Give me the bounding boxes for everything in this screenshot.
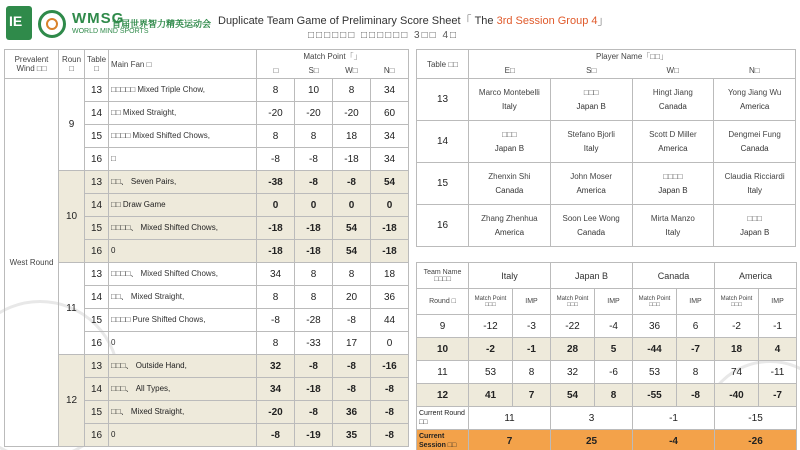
player-name: Stefano Bjorli (567, 129, 615, 139)
match-point-west: 17 (333, 332, 371, 355)
match-point-east: -20 (257, 401, 295, 424)
ie-logo (6, 6, 32, 40)
match-point-west: 8 (333, 263, 371, 286)
logo-group (6, 6, 216, 40)
match-point-east: 8 (257, 79, 295, 102)
main-fan: 0 (109, 240, 257, 263)
imp-value: -7 (759, 384, 797, 407)
player-seat-west: W□ (666, 66, 679, 75)
hand-number: 16 (85, 240, 109, 263)
imp-value: 8 (513, 361, 551, 384)
current-round-total: 3 (551, 407, 633, 430)
match-point-north: 34 (371, 79, 409, 102)
imp-header: IMP (595, 289, 633, 315)
match-point-west: -8 (333, 355, 371, 378)
match-point-north: 54 (371, 171, 409, 194)
match-point-west: -20 (333, 102, 371, 125)
match-point-west: -8 (333, 171, 371, 194)
round-label: Round □ (417, 289, 469, 315)
result-row (417, 338, 797, 361)
hand-number: 13 (85, 263, 109, 286)
match-point-value: 54 (551, 384, 595, 407)
match-point-north: -16 (371, 355, 409, 378)
player-seat-south: S□ (586, 66, 597, 75)
player-nation: America (658, 143, 688, 153)
match-point-north: 34 (371, 125, 409, 148)
match-point-value: -44 (633, 338, 677, 361)
match-point-east: -18 (257, 217, 295, 240)
player-name: Scott D Miller (649, 129, 697, 139)
current-round-total: 11 (469, 407, 551, 430)
seat-west-header: W□ (345, 66, 358, 75)
match-point-value: -55 (633, 384, 677, 407)
player-name: □□□ (747, 213, 762, 223)
seat-east-header: □ (273, 66, 279, 75)
player-row (417, 205, 796, 247)
current-session-label: Current Session □□ (417, 430, 469, 450)
table-header: Table □ (85, 50, 109, 79)
match-point-south: 8 (295, 263, 333, 286)
table-number: 13 (417, 79, 469, 121)
hand-row (5, 355, 409, 378)
match-point-south: -8 (295, 171, 333, 194)
match-point-west: 54 (333, 240, 371, 263)
player-cell (714, 121, 796, 163)
seat-headers (257, 64, 408, 78)
round-header: Roun □ (59, 50, 85, 79)
player-cell (550, 163, 632, 205)
seat-north-header: N□ (383, 66, 395, 75)
player-seat-east: E□ (504, 66, 515, 75)
mp-header: Match Point □□□ (469, 289, 513, 315)
player-cell (469, 121, 551, 163)
player-cell (632, 205, 714, 247)
match-point-west: 0 (333, 194, 371, 217)
player-name: □□□ (583, 87, 599, 97)
player-cell (632, 121, 714, 163)
match-point-north: -18 (371, 240, 409, 263)
match-point-south: -33 (295, 332, 333, 355)
player-name: Yong Jiang Wu (727, 87, 782, 97)
player-name-title: Player Name「□□」 (596, 52, 668, 61)
hand-number: 15 (85, 217, 109, 240)
match-point-east: -20 (257, 102, 295, 125)
page-subtitle: □□□□□□ □□□□□□ 3□□ 4□ (308, 30, 459, 41)
player-nation: Japan B (494, 143, 525, 153)
match-point-value: -2 (469, 338, 513, 361)
player-cell (469, 205, 551, 247)
match-point-east: 8 (257, 332, 295, 355)
current-round-total: -15 (715, 407, 797, 430)
imp-header: IMP (513, 289, 551, 315)
match-point-value: -12 (469, 315, 513, 338)
match-point-north: 0 (371, 332, 409, 355)
imp-header: IMP (677, 289, 715, 315)
match-point-south: 8 (295, 125, 333, 148)
player-nation: Canada (495, 185, 524, 195)
hand-number: 13 (85, 171, 109, 194)
hand-number: 14 (85, 378, 109, 401)
current-round-label: Current Round □□ (417, 407, 469, 430)
match-point-south: -8 (295, 355, 333, 378)
hand-score-table (4, 49, 409, 447)
hand-number: 14 (85, 194, 109, 217)
player-cell (714, 205, 796, 247)
result-round: 12 (417, 384, 469, 407)
match-point-value: 18 (715, 338, 759, 361)
match-point-east: -8 (257, 309, 295, 332)
team-america: America (715, 263, 797, 289)
match-point-east: -38 (257, 171, 295, 194)
match-point-south: -20 (295, 102, 333, 125)
mp-header: Match Point □□□ (551, 289, 595, 315)
player-row (417, 121, 796, 163)
table-number: 16 (417, 205, 469, 247)
match-point-north: 36 (371, 286, 409, 309)
match-point-south: -18 (295, 378, 333, 401)
player-cell (469, 163, 551, 205)
player-row (417, 163, 796, 205)
current-session-total: 25 (551, 430, 633, 450)
match-point-north: 18 (371, 263, 409, 286)
player-nation: Japan B (576, 101, 606, 111)
hand-row (5, 171, 409, 194)
player-nation: Japan B (739, 227, 770, 237)
match-point-value: 41 (469, 384, 513, 407)
result-row (417, 315, 797, 338)
match-point-value: -22 (551, 315, 595, 338)
player-name: John Moser (570, 171, 613, 181)
imp-value: 8 (595, 384, 633, 407)
player-seat-headers (469, 64, 795, 78)
header (0, 0, 800, 46)
hand-number: 16 (85, 332, 109, 355)
imp-value: -8 (677, 384, 715, 407)
ie-logo-text: IE (9, 13, 23, 29)
main-fan: □□□□ Mixed Shifted Chows, (109, 125, 257, 148)
main-fan: □□□□、 Mixed Shifted Chows, (109, 217, 257, 240)
wmsg-logo-subtext: WORLD MIND SPORTS (72, 28, 149, 35)
match-point-east: 8 (257, 125, 295, 148)
match-point-north: 0 (371, 194, 409, 217)
match-point-east: 32 (257, 355, 295, 378)
player-cell (550, 121, 632, 163)
main-fan: □□□、 Outside Hand, (109, 355, 257, 378)
imp-value: -4 (595, 315, 633, 338)
player-name-header (469, 50, 796, 79)
hand-number: 14 (85, 286, 109, 309)
match-point-south: -18 (295, 217, 333, 240)
match-point-value: 53 (469, 361, 513, 384)
round-number: 11 (59, 263, 85, 355)
match-point-west: 20 (333, 286, 371, 309)
main-fan: □□□、 All Types, (109, 378, 257, 401)
match-point-value: 74 (715, 361, 759, 384)
player-name: Claudia Ricciardi (724, 171, 785, 181)
hand-number: 14 (85, 102, 109, 125)
hand-number: 15 (85, 125, 109, 148)
player-cell (632, 79, 714, 121)
match-point-north: -18 (371, 217, 409, 240)
current-session-total: -26 (715, 430, 797, 450)
match-point-east: 34 (257, 378, 295, 401)
main-fan: □□ Draw Game (109, 194, 257, 217)
player-nation: America (576, 185, 606, 195)
match-point-west: 36 (333, 401, 371, 424)
player-nation: America (494, 227, 525, 237)
result-round: 10 (417, 338, 469, 361)
match-point-west: -8 (333, 309, 371, 332)
hand-number: 13 (85, 79, 109, 102)
main-fan: 0 (109, 332, 257, 355)
imp-value: -3 (513, 315, 551, 338)
player-cell (550, 205, 632, 247)
match-point-north: 34 (371, 148, 409, 171)
title-suffix: 」 (597, 15, 609, 27)
round-number: 12 (59, 355, 85, 447)
match-point-south: -8 (295, 401, 333, 424)
imp-header: IMP (759, 289, 797, 315)
player-name: Hingt Jiang (652, 87, 693, 97)
player-nation: Italy (502, 101, 517, 111)
main-fan: □ (109, 148, 257, 171)
imp-value: -1 (513, 338, 551, 361)
match-point-south: -19 (295, 424, 333, 447)
imp-value: -6 (595, 361, 633, 384)
round-number: 10 (59, 171, 85, 263)
result-round: 9 (417, 315, 469, 338)
match-point-south: -18 (295, 240, 333, 263)
player-seat-north: N□ (748, 66, 760, 75)
player-nation: Italy (665, 227, 681, 237)
wmsg-logo-text: WMSG (72, 10, 125, 27)
imp-value: 8 (677, 361, 715, 384)
match-point-header (257, 50, 409, 79)
match-point-east: -8 (257, 424, 295, 447)
match-point-west: 18 (333, 125, 371, 148)
player-nation: Italy (583, 143, 599, 153)
hand-number: 15 (85, 401, 109, 424)
player-nation: America (739, 101, 770, 111)
rings-logo-inner (46, 18, 58, 30)
player-name: Marco Montebelli (478, 87, 540, 97)
match-point-west: 35 (333, 424, 371, 447)
result-round: 11 (417, 361, 469, 384)
mp-header: Match Point □□□ (715, 289, 759, 315)
imp-value: 6 (677, 315, 715, 338)
main-fan: □□、 Mixed Straight, (109, 286, 257, 309)
page-title (218, 12, 608, 28)
rings-logo (38, 10, 66, 38)
hand-row (5, 79, 409, 102)
match-point-value: 28 (551, 338, 595, 361)
wind-header: Prevalent Wind □□ (5, 50, 59, 79)
team-italy: Italy (469, 263, 551, 289)
hand-row (5, 263, 409, 286)
match-point-east: 34 (257, 263, 295, 286)
match-point-south: 8 (295, 286, 333, 309)
imp-value: -7 (677, 338, 715, 361)
match-point-east: -18 (257, 240, 295, 263)
main-fan: □□□□ Pure Shifted Chows, (109, 309, 257, 332)
match-point-west: -8 (333, 378, 371, 401)
main-fan: □□、 Seven Pairs, (109, 171, 257, 194)
title-prefix: Duplicate Team Game of Preliminary Score Sheet「 The (218, 15, 497, 27)
match-point-east: 0 (257, 194, 295, 217)
imp-value: -11 (759, 361, 797, 384)
current-round-total: -1 (633, 407, 715, 430)
player-cell (469, 79, 551, 121)
player-cell (714, 79, 796, 121)
player-row (417, 79, 796, 121)
match-point-south: -28 (295, 309, 333, 332)
player-name: □□□ (502, 129, 517, 139)
mp-header: Match Point □□□ (633, 289, 677, 315)
match-point-south: -8 (295, 148, 333, 171)
match-point-west: -18 (333, 148, 371, 171)
match-point-value: 36 (633, 315, 677, 338)
match-point-north: -8 (371, 424, 409, 447)
fan-header: Main Fan □ (109, 50, 257, 79)
result-row (417, 384, 797, 407)
player-name: Soon Lee Wong (562, 213, 620, 223)
imp-value: -1 (759, 315, 797, 338)
hand-number: 16 (85, 148, 109, 171)
match-point-north: -8 (371, 401, 409, 424)
match-point-value: -40 (715, 384, 759, 407)
team-japan-b: Japan B (551, 263, 633, 289)
round-number: 9 (59, 79, 85, 171)
player-table-header: Table □□ (417, 50, 469, 79)
player-nation: Canada (740, 143, 769, 153)
match-point-value: 32 (551, 361, 595, 384)
player-cell (714, 163, 796, 205)
team-result-table (416, 262, 797, 450)
team-canada: Canada (633, 263, 715, 289)
player-name: Mirta Manzo (650, 213, 695, 223)
imp-value: 5 (595, 338, 633, 361)
player-nation: Canada (658, 101, 687, 111)
current-session-total: 7 (469, 430, 551, 450)
player-cell (632, 163, 714, 205)
match-point-south: 10 (295, 79, 333, 102)
current-session-total: -4 (633, 430, 715, 450)
imp-value: 7 (513, 384, 551, 407)
current-session-row (417, 430, 797, 450)
player-name: Zhenxin Shi (488, 171, 531, 181)
table-number: 15 (417, 163, 469, 205)
player-table (416, 49, 796, 247)
title-session: 3rd Session Group 4 (496, 15, 598, 27)
main-fan: □□□□、 Mixed Shifted Chows, (109, 263, 257, 286)
main-fan: 0 (109, 424, 257, 447)
player-name: Dengmei Fung (728, 129, 781, 139)
player-name: □□□□ (663, 171, 683, 181)
main-fan: □□□□□ Mixed Triple Chow, (109, 79, 257, 102)
main-fan: □□、 Mixed Straight, (109, 401, 257, 424)
match-point-west: 54 (333, 217, 371, 240)
player-cell (550, 79, 632, 121)
player-nation: Japan B (658, 185, 688, 195)
match-point-south: 0 (295, 194, 333, 217)
result-row (417, 361, 797, 384)
match-point-east: -8 (257, 148, 295, 171)
match-point-west: 8 (333, 79, 371, 102)
match-point-value: 53 (633, 361, 677, 384)
match-point-value: -2 (715, 315, 759, 338)
prevalent-wind: West Round (5, 79, 59, 447)
player-name: Zhang Zhenhua (481, 213, 538, 223)
match-point-north: 60 (371, 102, 409, 125)
table-number: 14 (417, 121, 469, 163)
current-round-row (417, 407, 797, 430)
match-point-title: Match Point「」 (303, 52, 362, 61)
match-point-east: 8 (257, 286, 295, 309)
player-nation: Italy (747, 185, 762, 195)
team-name-label: Team Name □□□□ (417, 263, 469, 289)
hand-number: 13 (85, 355, 109, 378)
hand-number: 15 (85, 309, 109, 332)
match-point-north: 44 (371, 309, 409, 332)
main-fan: □□ Mixed Straight, (109, 102, 257, 125)
match-point-north: -8 (371, 378, 409, 401)
player-nation: Canada (577, 227, 606, 237)
seat-south-header: S□ (308, 66, 319, 75)
hand-number: 16 (85, 424, 109, 447)
imp-value: 4 (759, 338, 797, 361)
event-name: 首届世界智力精英运动会 (112, 19, 212, 29)
